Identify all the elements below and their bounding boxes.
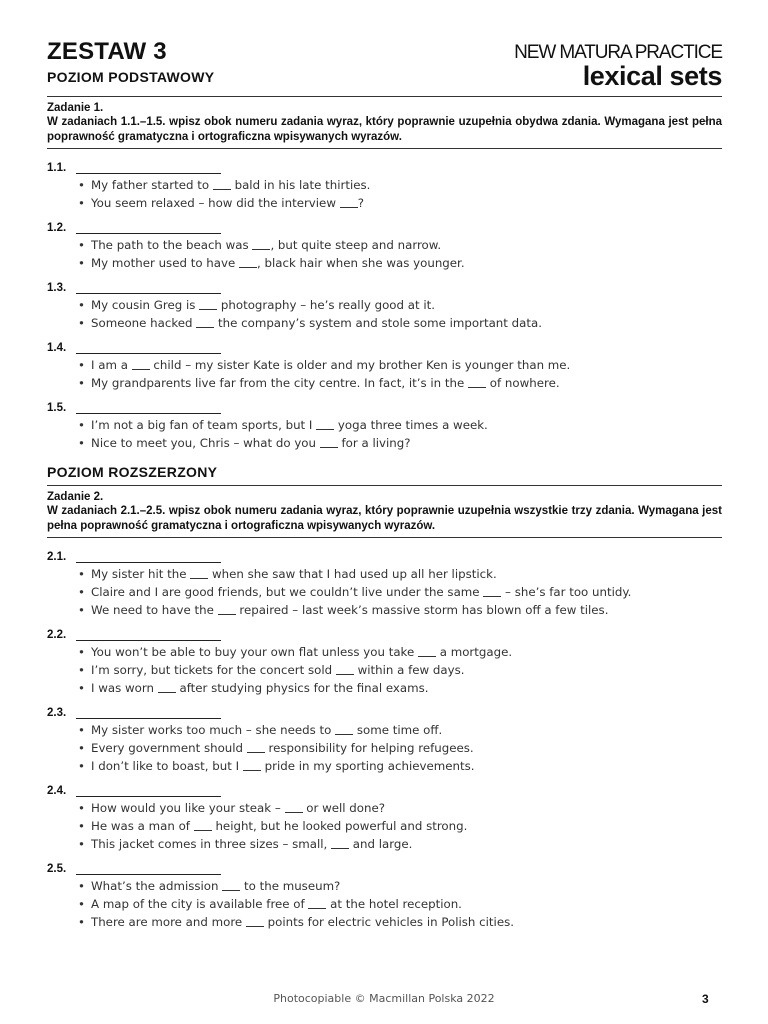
gap-blank [331, 837, 349, 849]
set-title: ZESTAW 3 [47, 38, 167, 65]
bullet-icon: • [78, 567, 85, 581]
task-title: Zadanie 1. [47, 102, 104, 114]
task-instruction: W zadaniach 2.1.–2.5. wpisz obok numeru zadania wyraz, który poprawnie uzupełnia wszystkie trzy zdania. Wymagana jest pełna poprawność gramatyczna i ortograficzna wpisywanych wyrazów. [47, 505, 722, 532]
sentence-text-before: Nice to meet you, Chris – what do you [91, 436, 320, 450]
bullet-icon: • [78, 915, 85, 929]
gap-blank [196, 316, 214, 328]
sentence [78, 314, 722, 332]
brand-line-2: lexical sets [582, 61, 722, 91]
gap-blank [218, 603, 236, 615]
gap-blank [239, 256, 257, 268]
answer-line[interactable] [76, 706, 221, 719]
sentence-text-after: photography – he’s really good at it. [217, 298, 436, 312]
task-instruction: W zadaniach 1.1.–1.5. wpisz obok numeru zadania wyraz, który poprawnie uzupełnia obydwa zdania. Wymagana jest pełna poprawność gramatyczna i ortograficzna wpisywanych wyrazów. [47, 116, 722, 143]
page-number: 3 [702, 992, 709, 1006]
exercise-item [47, 160, 722, 212]
item-number: 1.4. [47, 342, 67, 354]
sentence-text-before: Every government should [91, 741, 247, 755]
bullet-icon: • [78, 603, 85, 617]
sentence-text-before: I don’t like to boast, but I [91, 759, 243, 773]
sentence-text-after: when she saw that I had used up all her lipstick. [208, 567, 497, 581]
answer-line[interactable] [76, 161, 221, 174]
bullet-icon: • [78, 418, 85, 432]
bullet-icon: • [78, 837, 85, 851]
gap-blank [252, 238, 270, 250]
item-number: 2.5. [47, 863, 67, 875]
bullet-icon: • [78, 897, 85, 911]
bullet-icon: • [78, 645, 85, 659]
sentence [78, 236, 722, 254]
sentence-text-before: The path to the beach was [91, 238, 253, 252]
gap-blank [246, 915, 264, 927]
sentence [78, 799, 722, 817]
copyright-text: Photocopiable © Macmillan Polska 2022 [273, 992, 495, 1005]
sentence-text-after: pride in my sporting achievements. [260, 759, 475, 773]
sentence [78, 296, 722, 314]
sentence-text-after: – she’s far too untidy. [501, 585, 632, 599]
sentence-text-after: or well done? [302, 801, 385, 815]
sentence-text-after: and large. [349, 837, 413, 851]
worksheet-page [47, 38, 722, 939]
page-header [47, 38, 722, 96]
sentence-text-before: A map of the city is available free of [91, 897, 309, 911]
sentence [78, 565, 722, 583]
sentence [78, 583, 722, 601]
gap-blank [132, 358, 150, 370]
exercise-item [47, 861, 722, 931]
gap-blank [213, 178, 231, 190]
item-number: 2.3. [47, 707, 67, 719]
sentence [78, 254, 722, 272]
sentence-list [47, 565, 722, 619]
sentence-list [47, 416, 722, 452]
sentence-text-after: height, but he looked powerful and strong. [211, 819, 468, 833]
sentence [78, 721, 722, 739]
sentence [78, 194, 722, 212]
sentence [78, 434, 722, 452]
exercise-item [47, 627, 722, 697]
item-number: 2.2. [47, 629, 67, 641]
sentence-text-after: of nowhere. [486, 376, 560, 390]
sentence-list [47, 296, 722, 332]
sentence-text-before: He was a man of [91, 819, 194, 833]
sentence-list [47, 176, 722, 212]
sentence-text-after: bald in his late thirties. [230, 178, 371, 192]
gap-blank [335, 723, 353, 735]
sentence-text-after: within a few days. [353, 663, 465, 677]
gap-blank [190, 567, 208, 579]
item-head [47, 861, 722, 875]
answer-line[interactable] [76, 550, 221, 563]
exercise-item [47, 220, 722, 272]
sentence-text-after: , but quite steep and narrow. [270, 238, 442, 252]
item-number: 1.2. [47, 222, 67, 234]
task-title: Zadanie 2. [47, 491, 104, 503]
exercise-item [47, 705, 722, 775]
brand-line-1: NEW MATURA PRACTICE [514, 42, 722, 63]
sentence [78, 176, 722, 194]
answer-line[interactable] [76, 784, 221, 797]
bullet-icon: • [78, 801, 85, 815]
sentence-text-after: repaired – last week’s massive storm has blown off a few tiles. [235, 603, 609, 617]
gap-blank [199, 298, 217, 310]
gap-blank [158, 681, 176, 693]
gap-blank [316, 418, 334, 430]
sentence-text-before: There are more and more [91, 915, 246, 929]
advanced-section [47, 464, 722, 931]
sentence-text-after: responsibility for helping refugees. [264, 741, 474, 755]
sentence-text-after: at the hotel reception. [326, 897, 462, 911]
sentence-text-after: a mortgage. [435, 645, 513, 659]
sentence [78, 374, 722, 392]
sentence-text-before: My sister hit the [91, 567, 191, 581]
sentence-list [47, 356, 722, 392]
sentence-text-before: My grandparents live far from the city centre. In fact, it’s in the [91, 376, 469, 390]
bullet-icon: • [78, 585, 85, 599]
sentence [78, 835, 722, 853]
sentence-text-before: What’s the admission [91, 879, 223, 893]
bullet-icon: • [78, 741, 85, 755]
sentence [78, 416, 722, 434]
bullet-icon: • [78, 879, 85, 893]
gap-blank [222, 879, 240, 891]
sentence [78, 679, 722, 697]
item-number: 1.3. [47, 282, 67, 294]
gap-blank [468, 376, 486, 388]
item-head [47, 400, 722, 414]
bullet-icon: • [78, 759, 85, 773]
exercise-item [47, 549, 722, 619]
sentence [78, 661, 722, 679]
item-head [47, 549, 722, 563]
sentence [78, 757, 722, 775]
sentence-text-after: to the museum? [240, 879, 341, 893]
item-number: 2.4. [47, 785, 67, 797]
gap-blank [285, 801, 303, 813]
bullet-icon: • [78, 196, 85, 210]
bullet-icon: • [78, 376, 85, 390]
sentence-list [47, 643, 722, 697]
sentence-text-before: My father started to [91, 178, 213, 192]
task-1-header [47, 97, 722, 148]
sentence [78, 895, 722, 913]
sentence-text-after: some time off. [353, 723, 443, 737]
sentence-text-before: My sister works too much – she needs to [91, 723, 336, 737]
item-head [47, 160, 722, 174]
bullet-icon: • [78, 178, 85, 192]
item-head [47, 627, 722, 641]
sentence [78, 601, 722, 619]
gap-blank [247, 741, 265, 753]
answer-line[interactable] [76, 628, 221, 641]
sentence [78, 643, 722, 661]
item-head [47, 783, 722, 797]
item-head [47, 705, 722, 719]
sentence-text-after: for a living? [337, 436, 411, 450]
bullet-icon: • [78, 436, 85, 450]
item-number: 1.5. [47, 402, 67, 414]
sentence [78, 913, 722, 931]
bullet-icon: • [78, 663, 85, 677]
sentence-list [47, 799, 722, 853]
bullet-icon: • [78, 681, 85, 695]
sentence-text-after: child – my sister Kate is older and my brother Ken is younger than me. [149, 358, 571, 372]
sentence-text-before: I’m sorry, but tickets for the concert sold [91, 663, 336, 677]
answer-line[interactable] [76, 862, 221, 875]
gap-blank [483, 585, 501, 597]
sentence-list [47, 236, 722, 272]
bullet-icon: • [78, 238, 85, 252]
sentence-text-before: I’m not a big fan of team sports, but I [91, 418, 317, 432]
sentence-text-before: We need to have the [91, 603, 218, 617]
gap-blank [243, 759, 261, 771]
item-head [47, 220, 722, 234]
sentence-text-before: My mother used to have [91, 256, 239, 270]
section-title: POZIOM ROZSZERZONY [47, 464, 218, 480]
gap-blank [194, 819, 212, 831]
bullet-icon: • [78, 358, 85, 372]
sentence-list [47, 721, 722, 775]
sentence-text-before: My cousin Greg is [91, 298, 200, 312]
task-2-items [47, 538, 722, 931]
bullet-icon: • [78, 316, 85, 330]
gap-blank [336, 663, 354, 675]
page-footer [0, 992, 768, 1008]
sentence-text-after: , black hair when she was younger. [257, 256, 465, 270]
sentence [78, 817, 722, 835]
sentence-text-after: yoga three times a week. [334, 418, 488, 432]
answer-line[interactable] [76, 221, 221, 234]
sentence-text-before: You won’t be able to buy your own flat unless you take [91, 645, 418, 659]
exercise-item [47, 340, 722, 392]
bullet-icon: • [78, 819, 85, 833]
sentence-list [47, 877, 722, 931]
item-number: 2.1. [47, 551, 67, 563]
exercise-item [47, 783, 722, 853]
sentence-text-before: This jacket comes in three sizes – small, [91, 837, 332, 851]
bullet-icon: • [78, 256, 85, 270]
sentence-text-before: I am a [91, 358, 132, 372]
task-2-header [47, 486, 722, 537]
sentence [78, 877, 722, 895]
sentence [78, 356, 722, 374]
sentence [78, 739, 722, 757]
item-number: 1.1. [47, 162, 67, 174]
gap-blank [320, 436, 338, 448]
bullet-icon: • [78, 723, 85, 737]
sentence-text-after: the company’s system and stole some important data. [214, 316, 542, 330]
sentence-text-before: Claire and I are good friends, but we couldn’t live under the same [91, 585, 484, 599]
level-title: POZIOM PODSTAWOWY [47, 69, 215, 85]
answer-line[interactable] [76, 281, 221, 294]
item-head [47, 340, 722, 354]
sentence-text-after: points for electric vehicles in Polish cities. [263, 915, 514, 929]
bullet-icon: • [78, 298, 85, 312]
sentence-text-before: How would you like your steak – [91, 801, 285, 815]
sentence-text-after: ? [357, 196, 364, 210]
exercise-item [47, 280, 722, 332]
gap-blank [308, 897, 326, 909]
sentence-text-before: You seem relaxed – how did the interview [91, 196, 340, 210]
gap-blank [418, 645, 436, 657]
answer-line[interactable] [76, 341, 221, 354]
task-1-items [47, 149, 722, 452]
exercise-item [47, 400, 722, 452]
gap-blank [340, 196, 358, 208]
item-head [47, 280, 722, 294]
sentence-text-before: I was worn [91, 681, 158, 695]
answer-line[interactable] [76, 401, 221, 414]
sentence-text-after: after studying physics for the final exams. [175, 681, 429, 695]
sentence-text-before: Someone hacked [91, 316, 197, 330]
